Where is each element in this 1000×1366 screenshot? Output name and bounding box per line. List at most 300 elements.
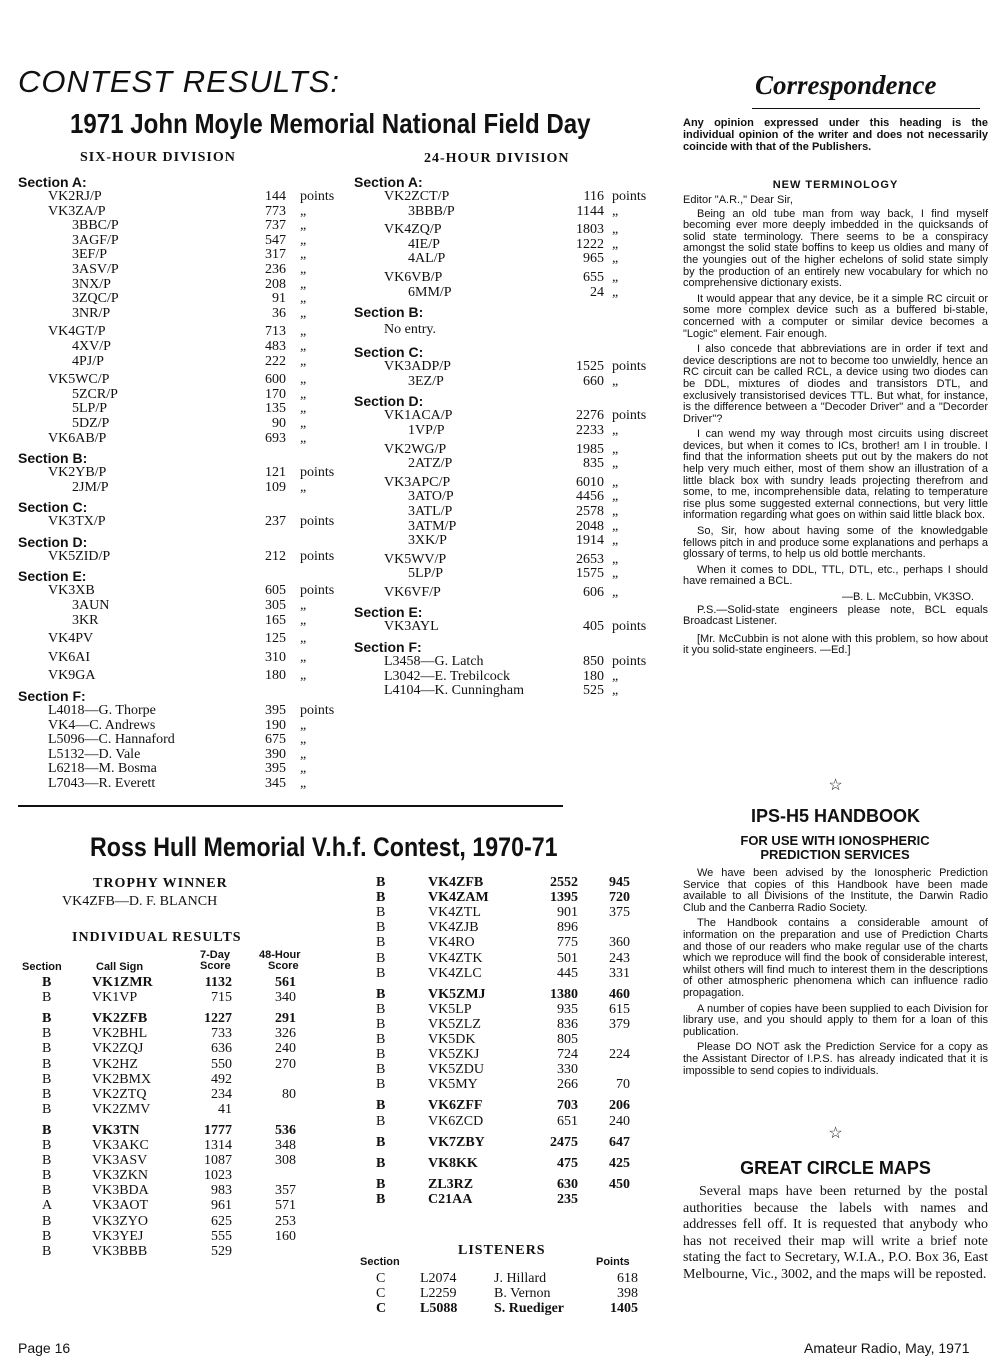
section-label: Section F: [354,639,422,656]
table-section: B [376,1113,386,1129]
score: 6010 [576,474,604,490]
call-sign: VK2RJ/P [48,189,102,204]
score: 1914 [576,533,604,549]
score-unit: „ [300,276,307,292]
call-sign: 4PJ/P [72,353,104,369]
table-row [360,1047,700,1063]
table-section: B [376,1155,386,1171]
score-unit: „ [300,717,307,733]
letter-ps: P.S.—Solid-state engineers please note, BCL equals Broadcast Listener. [683,603,988,628]
table-section: B [376,890,386,906]
result-row [354,553,664,568]
table-row [360,920,700,936]
table-callsign: VK3BBB [92,1243,148,1259]
table-row [0,1198,340,1214]
table-callsign: VK6ZCD [428,1113,484,1129]
call-sign: VK6AI [48,649,90,665]
table-section: B [42,1086,52,1102]
table-48hr-score: 571 [275,1198,296,1214]
score: 36 [272,305,286,321]
listener-name: S. Ruediger [494,1301,564,1316]
result-row [354,520,664,535]
table-section: B [376,986,386,1002]
table-7day-score: 703 [557,1098,578,1114]
result-row [18,292,338,307]
table-callsign: VK5ZMJ [428,986,486,1002]
correspondence-title: Correspondence [755,70,937,100]
result-row [18,234,338,249]
table-48hr-score: 243 [609,950,630,966]
result-row [18,614,338,629]
score: 390 [265,746,286,762]
call-sign: 3ATM/P [408,518,457,534]
score: 212 [265,548,286,564]
score: 180 [583,668,604,684]
score-unit: „ [612,503,619,519]
table-callsign: VK5ZDU [428,1062,484,1078]
call-sign: L6218—M. Bosma [48,761,157,777]
result-row [18,550,338,565]
table-7day-score: 983 [211,1183,232,1199]
maps-title: GREAT CIRCLE MAPS [740,1158,931,1178]
table-section: B [42,1011,52,1027]
score: 144 [265,189,286,204]
section-label: Section B: [354,304,424,321]
call-sign: 1VP/P [408,422,445,438]
table-row [0,1123,340,1139]
table-row [360,1135,700,1151]
score: 236 [265,261,286,277]
call-sign: 5ZCR/P [72,386,118,402]
table-48hr-score: 425 [609,1155,630,1171]
table-row [0,1138,340,1154]
call-sign: 3NR/P [72,305,111,321]
table-row [360,875,700,891]
score-unit: „ [300,430,307,446]
section-label: Section B: [18,450,88,467]
table-48hr-score: 291 [275,1011,296,1027]
letter-signature: —B. L. McCubbin, VK3SO. [841,591,974,603]
listener-row [360,1301,660,1317]
table-7day-score: 961 [211,1198,232,1214]
table-row [0,1229,340,1245]
table-7day-score: 555 [211,1228,232,1244]
call-sign: 3ZQC/P [72,291,119,307]
letter-paragraph: So, Sir, how about having some of the knowledgable fellows pitch in and produce some explanations and perhaps a glossary of terms, to help us old bottle merchants. [683,525,988,561]
table-callsign: VK3ZYO [92,1213,148,1229]
score-unit: „ [612,284,619,300]
footer-page: Page 16 [18,1340,71,1356]
score: 1222 [576,236,604,252]
score: 2578 [576,503,604,519]
table-callsign: VK4ZJB [428,920,479,936]
score: 606 [583,584,604,600]
score-unit: „ [300,401,307,417]
call-sign: VK4GT/P [48,324,106,340]
result-row [18,325,338,340]
score-unit: „ [300,232,307,248]
score-unit: „ [612,203,619,219]
score-unit: „ [300,598,307,614]
score: 2276 [576,408,604,424]
result-row [18,402,338,417]
score: 965 [583,251,604,267]
call-sign: 3ASV/P [72,261,119,277]
score-unit: „ [300,479,307,495]
table-row [360,1156,700,1172]
call-sign: VK1ACA/P [384,408,453,424]
footer-publication: Amateur Radio, May, 1971 [804,1340,970,1356]
result-row [354,505,664,520]
editor-note: [Mr. McCubbin is not alone with this problem, so how about it you solid-state engineers. —Ed.] [683,632,988,657]
section-label: Section C: [18,499,88,516]
table-callsign: VK5ZKJ [428,1047,480,1063]
score-unit: „ [612,269,619,285]
section-label: Section F: [18,688,86,705]
table-7day-score: 775 [557,935,578,951]
table-section: B [376,875,386,890]
listener-id: L5088 [420,1301,458,1316]
score-unit: „ [612,668,619,684]
call-sign: L3458—G. Latch [384,654,484,670]
table-section: B [42,1213,52,1229]
score: 525 [583,683,604,699]
maps-text: Several maps have been returned by the postal authorities because the labels with names and addresses fell off. It is requested that anybody who has not received their map will write a brief note stating the fact to Secretary, W.I.A., P.O. Box 36, East Melbourne, Vic., 3002, and the maps will be reposted. [683,1184,988,1282]
call-sign: L5132—D. Vale [48,746,141,762]
call-sign: L7043—R. Everett [48,776,156,791]
score: 773 [265,203,286,219]
score: 345 [265,776,286,791]
table-row [0,1011,340,1027]
section-gap [354,699,664,703]
score-unit: „ [300,305,307,321]
table-row [360,1192,700,1208]
score-unit: „ [612,236,619,252]
table-48hr-score: 375 [609,905,630,921]
table-7day-score: 266 [557,1077,578,1093]
result-row [354,360,664,375]
result-row [18,599,338,614]
listener-points: 1405 [610,1301,638,1316]
result-row [18,388,338,403]
table-section: B [376,1032,386,1047]
score-unit: „ [612,489,619,505]
score: 1803 [576,222,604,238]
table-7day-score: 234 [211,1086,232,1102]
table-callsign: VK4RO [428,935,475,951]
table-7day-score: 1227 [204,1011,232,1027]
score-unit: points [300,548,335,564]
table-7day-score: 2475 [550,1134,578,1150]
ips-subtitle: FOR USE WITH IONOSPHERIC PREDICTION SERVICES [740,833,930,862]
call-sign: VK3APC/P [384,474,451,490]
call-sign: L4018—G. Thorpe [48,703,156,719]
score: 395 [265,703,286,719]
score-unit: „ [300,776,307,791]
table-row [360,1017,700,1033]
score-unit: „ [612,456,619,472]
section-label: Section E: [354,604,423,621]
score-unit: points [300,189,335,204]
table-48hr-score: 206 [609,1098,630,1114]
trophy-heading: TROPHY WINNER [93,876,228,891]
table-section: B [376,1047,386,1063]
star-separator-2: ☆ [828,1125,843,1142]
col-7day-header: 7-Day [200,949,230,961]
col-48hr-score-header: Score [268,960,299,972]
score-unit: „ [612,518,619,534]
call-sign: VK9GA [48,668,96,684]
call-sign: L3042—E. Trebilcock [384,668,510,684]
table-row [360,987,700,1003]
result-row [18,373,338,388]
call-sign: VK3ZA/P [48,203,106,219]
score-unit: points [300,514,335,530]
score: 190 [265,717,286,733]
letter-paragraph: When it comes to DDL, TTL, DTL, etc., perhaps I should have remained a BCL. [683,563,988,588]
score: 222 [265,353,286,369]
result-row [18,584,338,599]
ips-body [683,868,988,1081]
table-7day-score: 805 [557,1032,578,1047]
table-row [360,966,700,982]
score-unit: points [612,189,647,204]
col-7day-score-header: Score [200,960,231,972]
score-unit: „ [612,683,619,699]
table-row [0,1183,340,1199]
table-section: B [376,1134,386,1150]
table-7day-score: 1087 [204,1153,232,1169]
table-callsign: VK4ZTK [428,950,483,966]
col-callsign-header: Call Sign [96,961,144,973]
letter-paragraph: It would appear that any device, be it a simple RC circuit or some more complex device such as a buffered bi-stable, concerned with a computer or similar device becomes a "Logic" element. Fair enough. [683,292,988,340]
table-48hr-score: 308 [275,1153,296,1169]
listener-row [360,1286,660,1302]
score-unit: points [612,408,647,424]
table-48hr-score: 945 [609,875,630,890]
table-row [0,975,340,991]
twentyfour-hour-results [354,174,664,703]
score: 116 [583,189,604,204]
result-row [18,190,338,205]
score-unit: „ [612,222,619,238]
score: 693 [265,430,286,446]
table-7day-score: 901 [557,905,578,921]
letter-salutation: Editor "A.R.," Dear Sir, [683,194,793,206]
table-callsign: VK1VP [92,990,138,1006]
table-row [360,905,700,921]
result-row [18,651,338,666]
table-section: B [42,975,52,990]
letter-paragraph: I also concede that abbreviations are in order if text and device descriptions are not to become too unwieldly, hence an RC circuit can be called RCL, a device using two diodes can be DDL, mixtures of diodes and transistors DTL, and exclusively transistorised devices TTL. But what, for instance, is the difference between a "Decoder Driver" and a "Decorder Driver"? [683,343,988,425]
result-row [354,567,664,582]
table-7day-score: 836 [557,1016,578,1032]
result-row [354,476,664,491]
table-7day-score: 724 [557,1047,578,1063]
listeners-section-header: Section [360,1256,400,1268]
table-48hr-score: 460 [609,986,630,1002]
call-sign: 3AUN [72,598,110,614]
table-row [360,1002,700,1018]
table-row [0,1072,340,1088]
table-7day-score: 41 [218,1101,232,1117]
score-unit: points [612,654,647,670]
result-row [18,762,338,777]
table-row [360,1098,700,1114]
table-row [0,990,340,1006]
score: 600 [265,372,286,388]
col-section-header: Section [22,961,62,973]
call-sign: VK4ZQ/P [384,222,442,238]
table-section: B [42,990,52,1006]
listeners-points-header: Points [596,1256,630,1268]
score: 835 [583,456,604,472]
listener-section: C [376,1271,386,1286]
table-callsign: VK5LP [428,1001,472,1017]
table-callsign: VK4ZLC [428,965,482,981]
call-sign: VK3XB [48,583,95,599]
score: 165 [265,612,286,628]
score: 547 [265,232,286,248]
call-sign: 3BBC/P [72,218,119,234]
score-unit: „ [300,324,307,340]
call-sign: 4AL/P [408,251,446,267]
six-hour-heading: SIX-HOUR DIVISION [80,150,236,165]
call-sign: 5LP/P [72,401,108,417]
contest-results-title: CONTEST RESULTS: [18,64,341,99]
call-sign: 6MM/P [408,284,452,300]
section-note: No entry. [384,322,436,338]
table-48hr-score: 240 [609,1113,630,1129]
table-callsign: VK2ZMV [92,1101,151,1117]
score: 180 [265,668,286,684]
table-48hr-score: 647 [609,1134,630,1150]
call-sign: 3KR [72,612,99,628]
score: 1985 [576,441,604,457]
letter-body [683,195,988,661]
table-7day-score: 1314 [204,1138,232,1153]
table-48hr-score: 253 [275,1213,296,1229]
call-sign: 3ATL/P [408,503,453,519]
result-row [18,669,338,684]
table-7day-score: 630 [557,1176,578,1192]
call-sign: 5DZ/P [72,415,110,431]
table-7day-score: 492 [211,1071,232,1087]
table-callsign: VK2BHL [92,1026,148,1042]
result-row [18,466,338,481]
result-row [354,223,664,238]
result-row [354,670,664,685]
listener-points: 398 [617,1286,638,1301]
call-sign: 3NX/P [72,276,111,292]
table-row [360,1077,700,1093]
table-48hr-score: 357 [275,1183,296,1199]
ips-paragraph: The Handbook contains a considerable amount of information on the preparation and use of Prediction Charts and those of our readers who make regular use of the charts which we reproduce will find the book of considerable interest, whilst others will find much to interest them in the descriptions of other atmospheric phenomena which can influence radio propagation. [683,917,988,999]
table-7day-score: 1777 [204,1122,232,1138]
table-48hr-score: 720 [609,890,630,906]
call-sign: 3BBB/P [408,203,455,219]
result-row [354,586,664,601]
table-48hr-score: 240 [275,1041,296,1057]
call-sign: 2ATZ/P [408,456,453,472]
table-row [0,1214,340,1230]
result-row [354,443,664,458]
score-unit: „ [300,612,307,628]
table-callsign: C21AA [428,1191,473,1207]
section-label: Section A: [354,174,423,190]
table-section: B [42,1056,52,1072]
table-section: B [42,1041,52,1057]
score: 208 [265,276,286,292]
table-callsign: ZL3RZ [428,1176,474,1192]
call-sign: 4XV/P [72,338,111,354]
table-callsign: VK5ZLZ [428,1016,481,1032]
call-sign: VK6AB/P [48,430,107,446]
score: 2233 [576,422,604,438]
score: 237 [265,514,286,530]
table-48hr-score: 379 [609,1016,630,1032]
score: 1144 [576,203,604,219]
score-unit: points [300,703,335,719]
maps-body [683,1184,988,1283]
score: 2048 [576,518,604,534]
ips-paragraph: Please DO NOT ask the Prediction Service for a copy as the Assistant Director of I.P.S. has already indicated that it is impossible to send copies to individuals. [683,1041,988,1077]
result-row [18,704,338,719]
six-hour-results [18,174,338,796]
result-row [354,271,664,286]
table-7day-score: 445 [557,965,578,981]
result-row [18,355,338,370]
result-row [18,719,338,734]
table-7day-score: 625 [211,1213,232,1229]
listener-id: L2074 [420,1271,457,1286]
score: 91 [272,291,286,307]
call-sign: 4IE/P [408,236,440,252]
result-row [354,424,664,439]
score: 405 [583,619,604,635]
table-7day-score: 636 [211,1041,232,1057]
score: 135 [265,401,286,417]
call-sign: 3XK/P [408,533,447,549]
result-row [354,238,664,253]
score-unit: „ [300,218,307,234]
score: 713 [265,324,286,340]
table-48hr-score: 224 [609,1047,630,1063]
star-separator-1: ☆ [828,777,843,794]
table-row [0,1102,340,1118]
result-row [354,490,664,505]
listener-row [360,1271,660,1287]
table-section: B [376,905,386,921]
table-7day-score: 715 [211,990,232,1006]
table-callsign: VK2HZ [92,1056,138,1072]
listener-id: L2259 [420,1286,457,1301]
result-row [18,481,338,496]
result-row [18,432,338,447]
table-callsign: VK4ZAM [428,890,489,906]
section-label: Section E: [18,568,87,585]
table-section: B [376,1016,386,1032]
ips-paragraph: We have been advised by the Ionospheric Prediction Service that copies of this Handbook have been made available to all Divisions of the Institute, the Darwin Radio Club and the Canberra Radio Society. [683,867,988,914]
correspondence-rule [752,108,980,109]
table-section: B [42,1228,52,1244]
table-7day-score: 529 [211,1243,232,1259]
table-callsign: VK1ZMR [92,975,153,990]
table-row [360,1062,700,1078]
score-unit: „ [300,746,307,762]
table-row [0,1168,340,1184]
table-callsign: VK2BMX [92,1071,152,1087]
